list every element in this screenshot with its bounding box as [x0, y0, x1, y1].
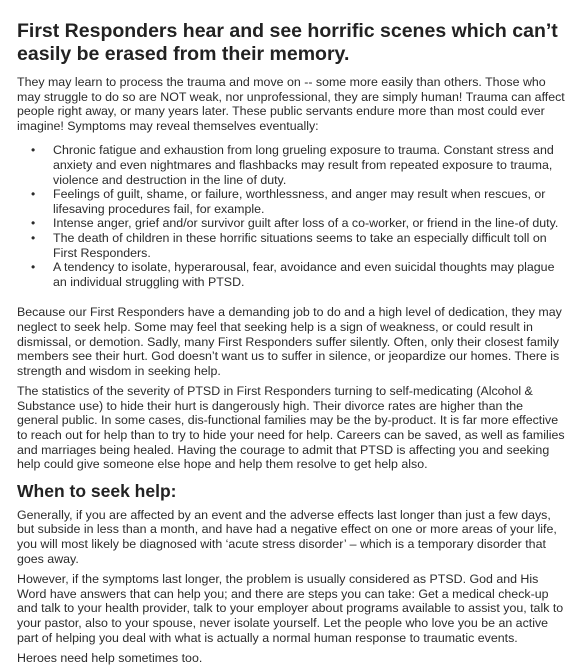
bullet-icon: • — [31, 143, 36, 158]
bullet-icon: • — [31, 260, 36, 275]
list-item — [31, 216, 565, 231]
list-item-text: A tendency to isolate, hyperarousal, fear, avoidance and even suicidal thoughts may plague an individual struggling with PTSD. — [53, 260, 555, 289]
generally-paragraph: Generally, if you are affected by an event and the adverse effects last longer than just a few days, but subside in less than a month, and have had a negative effect on one or more areas of your life, you will most likely be diagnosed with ‘acute stress disorder’ – which is a temporary disorder that goes away. — [17, 507, 557, 566]
page-title: First Responders hear and see horrific scenes which can’t easily be erased from their memory. — [17, 20, 558, 65]
list-item-text: The death of children in these horrific situations seems to take an especially difficult toll on First Responders. — [53, 230, 547, 260]
closing-line: Heroes need help sometimes too. — [17, 651, 203, 666]
however-paragraph: However, if the symptoms last longer, the problem is usually considered as PTSD. God and His Word have answers that can help you; and there are steps you can take: Get a medical check-up and talk to your health provider, talk to your employer about programs available to assist you, talk to your pastor, also to your spouse, never isolate yourself. Let the people who love you be an active part of helping you deal with what is actually a normal human response to traumatic events. — [17, 572, 564, 645]
intro-paragraph: They may learn to process the trauma and move on -- some more easily than others. Those who may struggle to do so are NOT weak, nor unprofessional, they are simply human! Trauma can affect people right away, or many years later. These public servants endure more than most could ever imagine! Symptoms may reveal themselves eventually: — [17, 75, 565, 133]
list-item — [31, 187, 565, 216]
list-item — [31, 230, 565, 260]
list-item — [31, 143, 565, 187]
bullet-icon: • — [31, 230, 36, 245]
symptoms-list — [17, 143, 565, 289]
section-heading: When to seek help: — [17, 480, 177, 501]
bullet-icon: • — [31, 187, 36, 202]
statistics-paragraph: The statistics of the severity of PTSD in First Responders turning to self-medicating (Alcohol & Substance use) to hide their hurt is dangerously high. Their divorce rates are higher than the general public. In some cases, dis-functional families may be the by-product. It is far more effective to reach out for help than to try to hide your need for help. Careers can be saved, as well as families and marriages being healed. Having the courage to admit that PTSD is affecting you and seeking help could give someone else hope and help them resolve to get help also. — [17, 384, 565, 472]
list-item-text: Feelings of guilt, shame, or failure, worthlessness, and anger may result when rescues, or lifesaving procedures fail, for example. — [53, 187, 546, 216]
demanding-job-paragraph: Because our First Responders have a demanding job to do and a high level of dedication, they may neglect to seek help. Some may feel that seeking help is a sign of weakness, or could result in dismissal, or demotion. Sadly, many First Responders suffer silently. Often, only their closest family members see their hurt. God doesn’t want us to suffer in silence, or jeopardize our homes. There is strength and wisdom in seeking help. — [17, 305, 562, 378]
list-item — [31, 260, 565, 289]
bullet-icon: • — [31, 216, 36, 231]
list-item-text: Chronic fatigue and exhaustion from long grueling exposure to trauma. Constant stress and anxiety and even nightmares and flashbacks may result from repeated exposure to trauma, violence and destruction in the line of duty. — [53, 143, 554, 187]
list-item-text: Intense anger, grief and/or survivor guilt after loss of a co-worker, or friend in the line-of duty. — [53, 216, 559, 231]
